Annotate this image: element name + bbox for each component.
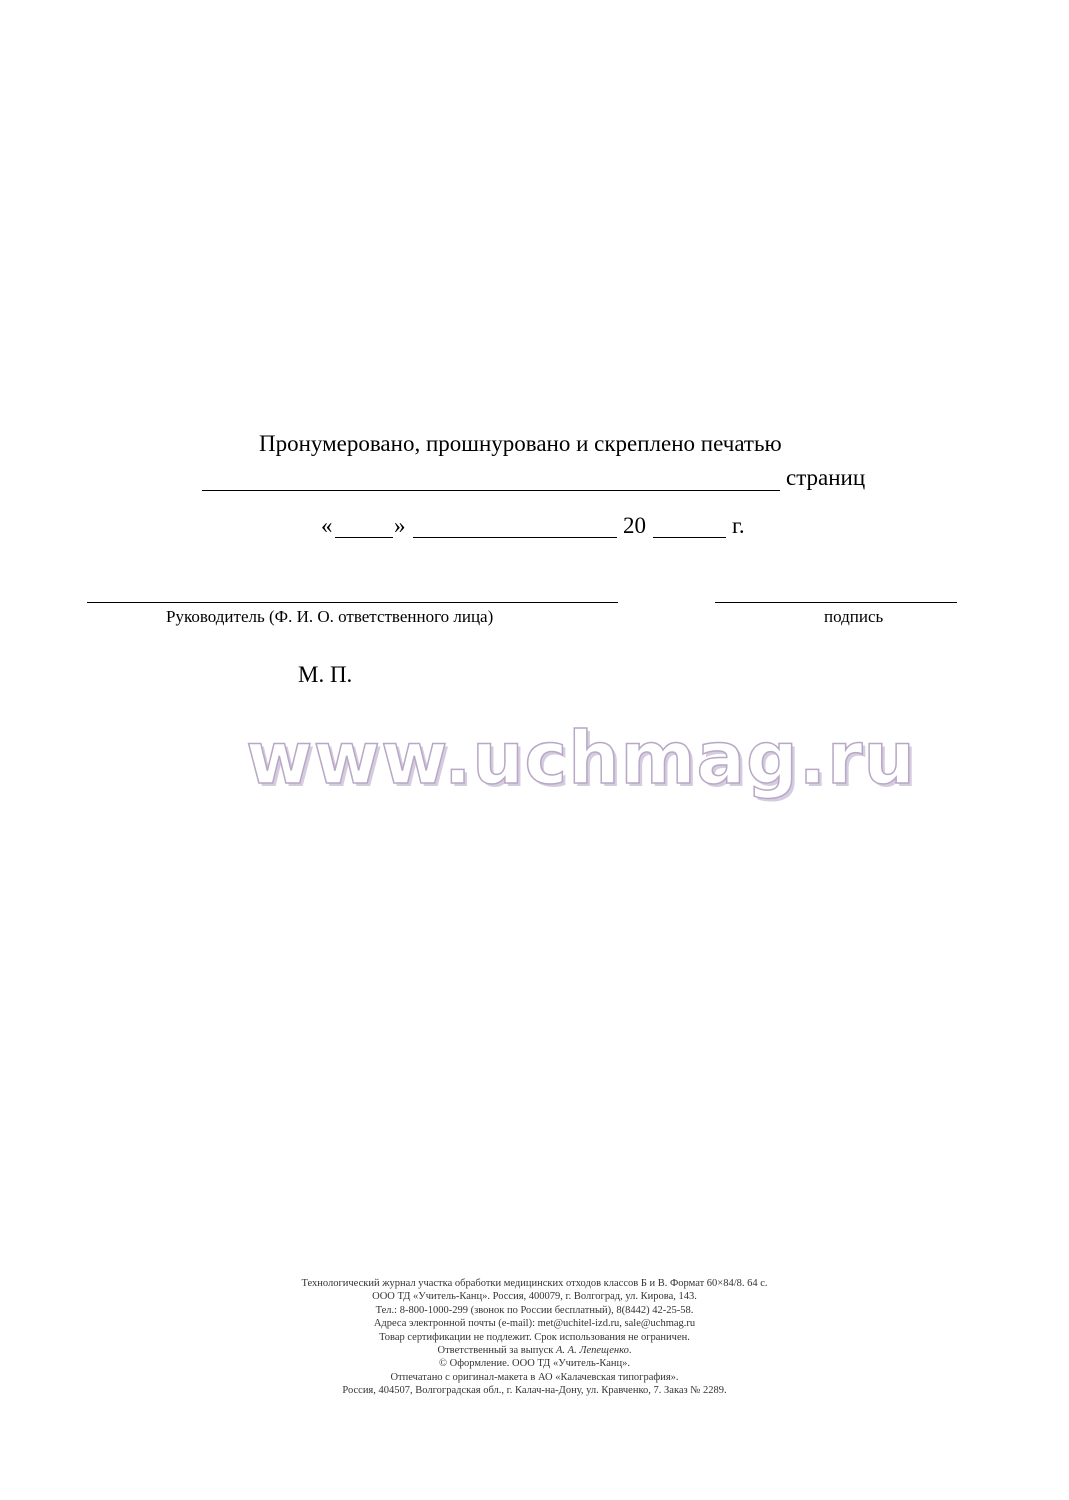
head-caption: Руководитель (Ф. И. О. ответственного лица) [166,607,494,626]
date-year-field[interactable] [653,537,726,538]
imprint-line: ООО ТД «Учитель-Канц». Россия, 400079, г. Волгоград, ул. Кирова, 143. [372,1291,697,1303]
imprint-line: Адреса электронной почты (e-mail): met@uchitel-izd.ru, sale@uchmag.ru [373,1318,696,1330]
signature-caption: подпись [824,607,884,626]
imprint-line: Товар сертификации не подлежит. Срок использования не ограничен. [379,1331,690,1343]
imprint-line: © Оформление. ООО ТД «Учитель-Канц». [439,1358,630,1370]
head-name-field[interactable] [87,602,618,603]
pages-label: страниц [786,465,866,490]
date-year-prefix: 20 [623,513,646,538]
date-year-suffix: г. [732,513,745,538]
responsible-suffix: . [628,1345,632,1357]
date-month-field[interactable] [413,537,617,538]
imprint-line: Отпечатано с оригинал-макета в АО «Калачевская типография». [390,1371,679,1383]
date-day-field[interactable] [335,537,393,538]
responsible-name: А. А. Лепещенко [556,1345,629,1357]
date-open-quote: « [321,513,333,538]
imprint [0,1277,1069,1398]
imprint-responsible [0,1344,1069,1357]
form-heading: Пронумеровано, прошнуровано и скреплено печатью [259,431,782,456]
watermark: www.uchmag.ru [246,716,916,800]
responsible-prefix: Ответственный за выпуск [437,1345,557,1357]
date-close-quote: » [394,513,406,538]
pages-count-field[interactable] [202,490,780,491]
imprint-line: Россия, 404507, Волгоградская обл., г. Калач-на-Дону, ул. Кравченко, 7. Заказ № 2289. [342,1385,727,1397]
imprint-line: Тел.: 8-800-1000-299 (звонок по России бесплатный), 8(8442) 42-25-58. [375,1304,694,1316]
signature-field[interactable] [715,602,957,603]
stamp-place: М. П. [298,662,353,687]
imprint-line: Технологический журнал участка обработки медицинских отходов классов Б и В. Формат 60×84/8. 64 с. [301,1278,768,1289]
